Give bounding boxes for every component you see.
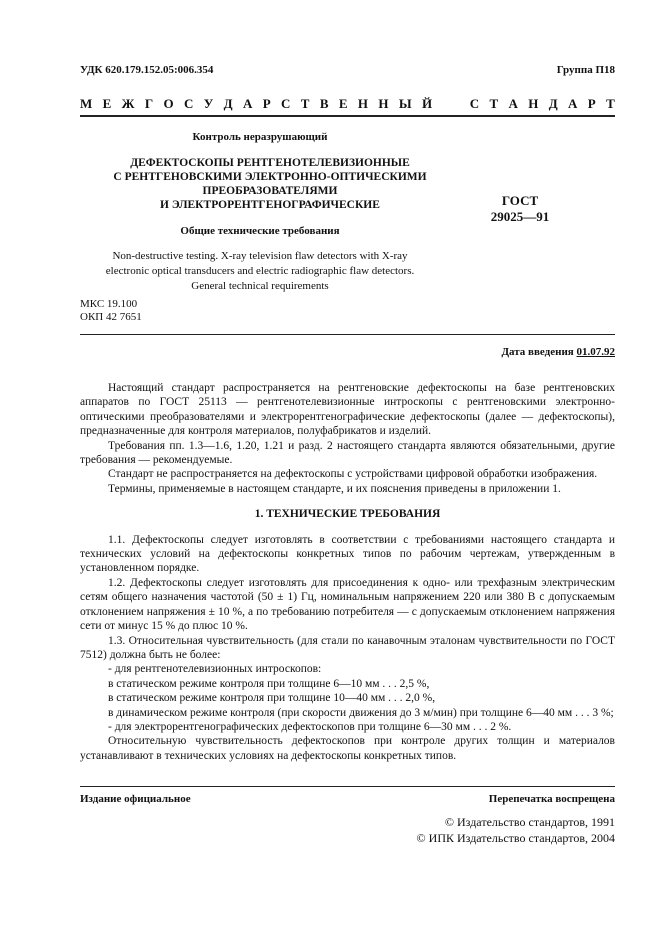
official-edition-label: Издание официальное — [80, 793, 191, 805]
title-line: ДЕФЕКТОСКОПЫ РЕНТГЕНОТЕЛЕВИЗИОННЫЕ — [130, 157, 410, 169]
copyright-block — [417, 814, 615, 846]
group-code: Группа П18 — [556, 64, 615, 76]
subtitle: Общие технические требования — [180, 225, 340, 237]
heading-letter: Е — [102, 96, 112, 111]
heading-letter: Г — [144, 96, 154, 111]
udk-code: УДК 620.179.152.05:006.354 — [80, 64, 214, 76]
clause-1-2: 1.2. Дефектоскопы следует изготовлять для присоединения к одно- или трехфазным электрическим сетям общего назначения частотой (50 ± 1) Гц, номинальным напряжением 220 или 380 В с допускаемым отклонением напряжения ± 10 %, а по требованию потребителя — с допускаемым отклонением напряжения сети от минус 15 % до плюс 10 %. — [80, 576, 615, 633]
effective-date-label: Дата введения — [501, 346, 574, 358]
heading-letter: Ж — [121, 96, 135, 111]
heading-letter: Е — [338, 96, 348, 111]
header-rule — [80, 115, 615, 117]
heading-letter: С — [184, 96, 194, 111]
document-body — [80, 381, 615, 763]
copyright-line: © Издательство стандартов, 1991 — [444, 815, 615, 829]
intro-paragraph: Требования пп. 1.3—1.6, 1.20, 1.21 и разд. 2 настоящего стандарта являются обязательными, другие требования — рекомендуемые. — [80, 439, 615, 467]
heading-letter: Д — [548, 96, 558, 111]
clause-1-3-item: - для рентгенотелевизионных интроскопов: — [108, 663, 322, 676]
clause-1-3: 1.3. Относительная чувствительность (для стали по канавочным эталонам чувствительности по ГОСТ 7512) должна быть не более: — [80, 634, 615, 661]
heading-letter: В — [319, 96, 329, 111]
heading-letter: А — [568, 96, 578, 111]
title-line: ПРЕОБРАЗОВАТЕЛЯМИ — [202, 185, 338, 197]
classification-codes — [80, 298, 142, 324]
intro-paragraph: Настоящий стандарт распространяется на рентгеновские дефектоскопы на базе рентгеновских аппаратов по ГОСТ 25113 — рентгенотелевизионные интроскопы с рентгеновскими электронно-оптическими преобразователями и электрорентгенографические дефектоскопы (далее — дефектоскопы), предназначенные для контроля материалов, полуфабрикатов и изделий. — [80, 382, 615, 438]
heading-letter: У — [203, 96, 214, 111]
gost-designation — [470, 193, 570, 225]
heading-letter: Н — [357, 96, 369, 111]
mks-code: МКС 19.100 — [80, 298, 138, 310]
effective-date-value: 01.07.92 — [576, 346, 615, 358]
heading-letter: А — [508, 96, 518, 111]
footer-rule — [80, 786, 615, 787]
heading-letter: Т — [300, 96, 310, 111]
heading-letter: М — [80, 96, 93, 111]
heading-letter: Й — [421, 96, 433, 111]
heading-letter: О — [163, 96, 174, 111]
clause-1-3-tail: Относительную чувствительность дефектоскопов при контроле других толщин и материалов устанавливают в технических условиях на дефектоскопы конкретных типов. — [80, 735, 615, 762]
clause-1-3-item: - для электрорентгенографических дефектоскопов при толщине 6—30 мм . . . 2 %. — [108, 720, 512, 733]
heading-letter: Т — [489, 96, 499, 111]
heading-letter: Н — [528, 96, 539, 111]
clause-1-3-item: в статическом режиме контроля при толщине 10—40 мм . . . 2,0 %, — [108, 692, 436, 705]
heading-letter: Р — [587, 96, 596, 111]
heading-letter — [442, 96, 445, 112]
english-title-line: General technical requirements — [191, 280, 329, 292]
heading-letter: С — [469, 96, 480, 111]
effective-date — [501, 346, 615, 358]
english-title — [80, 249, 440, 294]
english-title-line: Non-destructive testing. X-ray television flaw detectors with X-ray — [112, 250, 408, 262]
gost-number: 29025—91 — [490, 209, 550, 224]
clause-1-3-item: в статическом режиме контроля при толщине 6—10 мм . . . 2,5 %, — [108, 677, 430, 690]
heading-letter: А — [242, 96, 253, 111]
clause-1-3-item: в динамическом режиме контроля (при скорости движения до 3 м/мин) при толщине 6—40 мм . . . 3 %; — [108, 706, 614, 719]
english-title-line: electronic optical transducers and electric radiographic flaw detectors. — [105, 265, 415, 277]
category-label: Контроль неразрушающий — [192, 131, 328, 143]
document-title — [80, 156, 460, 212]
clause-1-1: 1.1. Дефектоскопы следует изготовлять в соответствии с требованиями настоящего стандарта и технических условий на дефектоскопы конкретных типов по рабочим чертежам, утвержденным в установленном порядке. — [80, 533, 615, 575]
intro-paragraph: Термины, применяемые в настоящем стандарте, и их пояснения приведены в приложении 1. — [108, 482, 561, 495]
heading-letter: Ы — [398, 96, 412, 111]
title-line: С РЕНТГЕНОВСКИМИ ЭЛЕКТРОННО-ОПТИЧЕСКИМИ — [113, 171, 427, 183]
heading-letter: С — [281, 96, 291, 111]
title-block-rule — [80, 334, 615, 335]
heading-letter — [456, 96, 459, 112]
heading-letter: Т — [606, 96, 615, 111]
reprint-prohibited-label: Перепечатка воспрещена — [488, 793, 615, 805]
interstate-standard-heading — [80, 96, 615, 112]
title-line: И ЭЛЕКТРОРЕНТГЕНОГРАФИЧЕСКИЕ — [160, 199, 380, 211]
okp-code: ОКП 42 7651 — [80, 311, 142, 323]
section-heading: 1. ТЕХНИЧЕСКИЕ ТРЕБОВАНИЯ — [254, 508, 441, 521]
heading-letter: Н — [378, 96, 389, 111]
heading-letter: Д — [223, 96, 233, 111]
heading-letter: Р — [262, 96, 271, 111]
intro-paragraph: Стандарт не распространяется на дефектоскопы с устройствами цифровой обработки изображения. — [108, 468, 598, 481]
copyright-line: © ИПК Издательство стандартов, 2004 — [416, 831, 615, 845]
gost-label: ГОСТ — [501, 193, 539, 208]
